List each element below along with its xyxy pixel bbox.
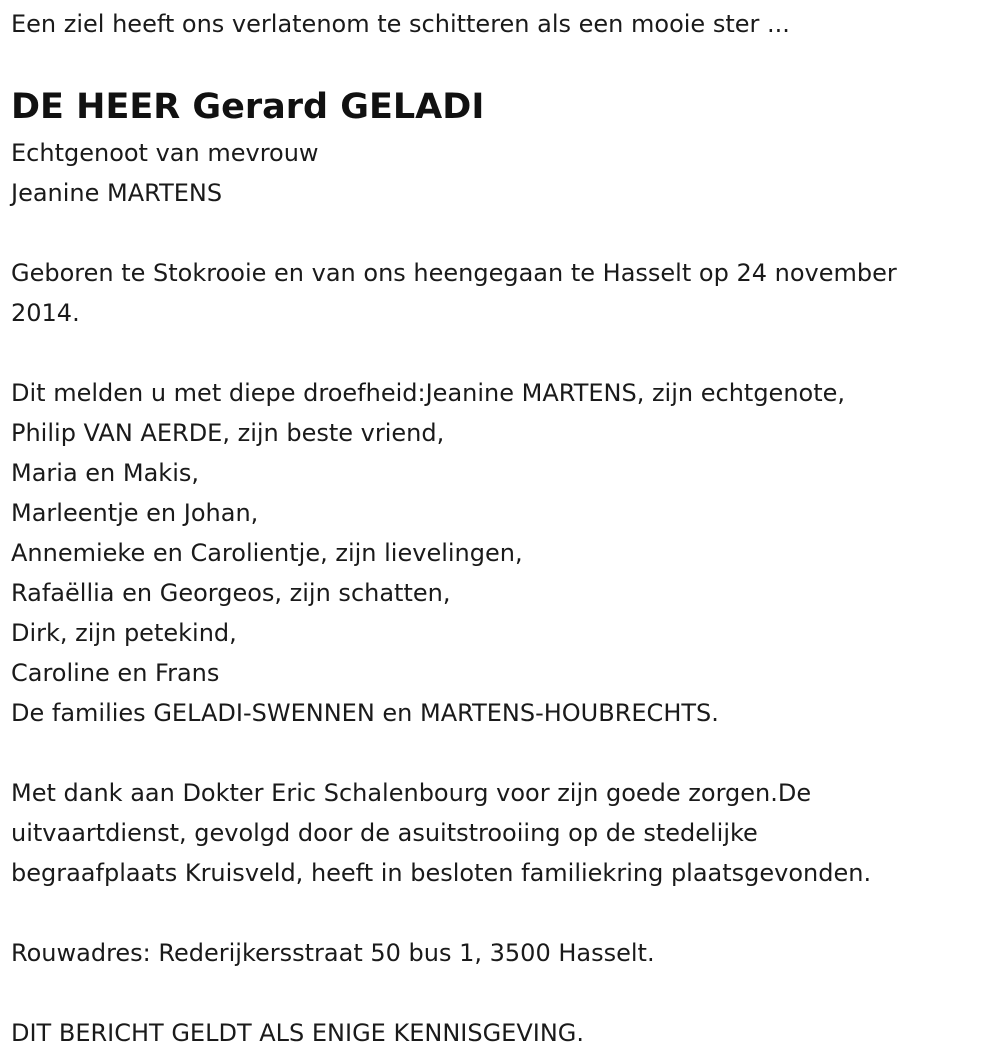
- thanks-line: uitvaartdienst, gevolgd door de asuitstrooiing op de stedelijke: [11, 819, 758, 847]
- spouse-line-1: Echtgenoot van mevrouw: [11, 139, 319, 167]
- mourner-line: Dit melden u met diepe droefheid:Jeanine MARTENS, zijn echtgenote,: [11, 379, 846, 407]
- intro-quote: Een ziel heeft ons verlatenom te schitteren als een mooie ster ...: [11, 10, 790, 38]
- mourner-line: Dirk, zijn petekind,: [11, 619, 237, 647]
- thanks-line: begraafplaats Kruisveld, heeft in besloten familiekring plaatsgevonden.: [11, 859, 872, 887]
- closing-statement: DIT BERICHT GELDT ALS ENIGE KENNISGEVING.: [11, 1019, 585, 1047]
- mourner-line: Rafaëllia en Georgeos, zijn schatten,: [11, 579, 451, 607]
- mourner-line: Caroline en Frans: [11, 659, 220, 687]
- thanks-line: Met dank aan Dokter Eric Schalenbourg voor zijn goede zorgen.De: [11, 779, 812, 807]
- deceased-name-title: DE HEER Gerard GELADI: [11, 87, 485, 127]
- mourner-line: Marleentje en Johan,: [11, 499, 259, 527]
- mourner-line: Philip VAN AERDE, zijn beste vriend,: [11, 419, 445, 447]
- mourner-line: De families GELADI-SWENNEN en MARTENS-HOUBRECHTS.: [11, 699, 719, 727]
- born-line-1: Geboren te Stokrooie en van ons heengegaan te Hasselt op 24 november: [11, 259, 897, 287]
- mourner-line: Maria en Makis,: [11, 459, 200, 487]
- born-line-2: 2014.: [11, 299, 80, 327]
- mourning-address: Rouwadres: Rederijkersstraat 50 bus 1, 3500 Hasselt.: [11, 939, 655, 967]
- spouse-line-2: Jeanine MARTENS: [11, 179, 223, 207]
- mourner-line: Annemieke en Carolientje, zijn lievelingen,: [11, 539, 523, 567]
